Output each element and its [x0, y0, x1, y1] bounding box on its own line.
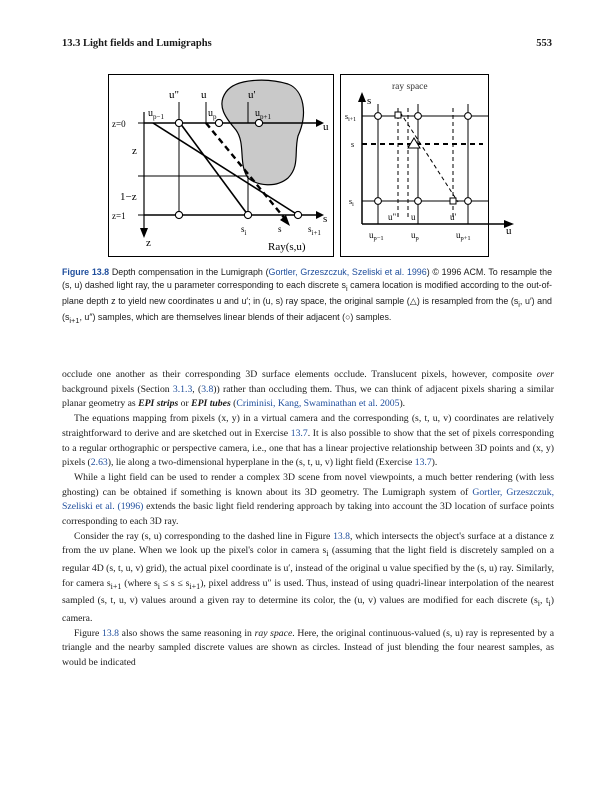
rs-label-s-i1: $s_{i+1}$ [345, 112, 357, 123]
rs-label-s-i: $s_i$ [349, 197, 354, 208]
ray-s-i [180, 123, 248, 215]
rs-sample-4 [375, 198, 382, 205]
rs-sample-6 [465, 198, 472, 205]
page-number: 553 [536, 38, 552, 49]
sample-s-i [244, 211, 251, 218]
caption-citation[interactable]: Gortler, Grzeszczuk, Szeliski et al. 1996 [268, 267, 427, 277]
label-u-p: $u_p$ [208, 108, 217, 121]
cite-criminisi[interactable]: Criminisi, Kang, Swaminathan et al. 2005 [236, 398, 400, 410]
rs-sample-3 [465, 113, 472, 120]
rs-sample-2 [415, 113, 422, 120]
paragraph-4: Consider the ray (s, u) corresponding to the dashed line in Figure 13.8, which intersects the object's surface at a distance z from the uv plane. When we look up the pixel's color in camera $s_i$ (assuming that the light field is discretely sampled on a regular 4D (s, t, u, v) grid), the actual pixel coordinate is u′, instead of the original u value specified by the (s, u) ray. Similarly, for camera $s_{i+1}$ (where $s_i \le s \le s_{i+1}$), pixel address u″ is used. Thus, instead of using quadri-linear interpolation of the nearest sampled (s, t, u, v) values around a given ray to determine its color, the (u, v) values are modified for each discrete ($s_i$, $t_i$) camera. [62, 530, 555, 625]
rs-s-axis-arrow [358, 92, 366, 102]
sample-s-i1 [294, 211, 301, 218]
label-s-i: $s_i$ [241, 224, 247, 237]
paragraph-5: Figure 13.8 also shows the same reasoning in ray space. Here, the original continuous-valued (s, u) ray is represented by a triangle and the nearby sampled discrete values are shown as circles. Instead of just blending the four nearest samples, as would be indicated [62, 627, 555, 669]
ref-exercise-13-7-b[interactable]: 13.7 [414, 457, 432, 469]
label-u-p-minus: $u_{p-1}$ [148, 108, 164, 121]
label-z-axis: z [146, 237, 151, 249]
caption-label: Figure 13.8 [62, 267, 110, 277]
sample-u-p-minus [175, 119, 182, 126]
label-ray: Ray(s,u) [268, 241, 306, 253]
ref-exercise-13-7[interactable]: 13.7 [290, 427, 308, 439]
rs-label-u: u [411, 212, 416, 222]
paragraph-3: While a light field can be used to render a complex 3D scene from novel viewpoints, a much better rendering (with less ghosting) can be obtained if something is known about its 3D geometry. The Lumigraph system of Gortler, Grzeszczuk, Szeliski et al. (1996) extends the basic light field rendering approach by taking into account the 3D location of surface points corresponding to each 3D ray. [62, 471, 554, 528]
left-panel [109, 75, 334, 257]
rs-diagonal [400, 112, 458, 202]
running-header [62, 38, 552, 54]
body-text [62, 368, 554, 671]
label-axis-s: s [323, 213, 328, 225]
ray-space-title: ray space [392, 82, 428, 92]
rs-square-bottom [450, 198, 456, 204]
label-axis-u: u [323, 121, 329, 133]
paragraph-1: occlude one another as their corresponding 3D surface elements occlude. Translucent pixels, however, composite over background pixels (Section 3.1.3, (3.8)) rather than occluding them. Thus, we can think of adjacent pixels sharing a similar planar geometry as EPI strips or EPI tubes (Criminisi, Kang, Swaminathan et al. 2005). [62, 369, 554, 410]
rs-label-u-dprime: u" [388, 212, 397, 222]
figure-caption: Figure 13.8 Depth compensation in the Lumigraph (Gortler, Grzeszczuk, Szeliski et al. 1996) © 1996 ACM. To resample the (s, u) dashed light ray, the u parameter corresponding to each discrete $s_i$ camera location is modified according to the out-of-plane depth z to yield new coordinates u and u′; in (u, s) ray space, the original sample (△) is resampled from the ($s_i$, u′) and ($s_{i+1}$, u″) samples, which are themselves linear blends of their adjacent (○) samples. [62, 267, 553, 326]
right-panel [341, 75, 515, 257]
ref-eq-2-63[interactable]: 2.63 [90, 457, 108, 469]
ref-section-3-1-3[interactable]: 3.1.3 [172, 383, 193, 395]
label-u-p-plus: $u_{p+1}$ [255, 108, 271, 121]
label-s: s [278, 224, 282, 234]
figure-13-8 [108, 74, 518, 260]
rs-label-u-p: $u_p$ [411, 230, 419, 242]
rs-label-axis-s: s [367, 95, 372, 107]
rs-label-axis-u: u [506, 225, 512, 237]
label-u-dprime: u" [169, 89, 179, 101]
ref-figure-13-8[interactable]: 13.8 [333, 530, 351, 542]
ref-figure-13-8-b[interactable]: 13.8 [102, 627, 119, 639]
ref-eq-3-8[interactable]: 3.8 [201, 383, 214, 395]
object-surface [222, 80, 304, 185]
rs-label-s: s [351, 140, 355, 149]
rs-square-top [395, 112, 401, 118]
label-z: z [132, 145, 137, 157]
section-title: 13.3 Light fields and Lumigraphs [62, 38, 212, 49]
label-z0: z=0 [112, 119, 126, 129]
figure-13-8-svg [108, 74, 518, 260]
label-u-prime: u' [248, 89, 256, 101]
rs-label-u-p-plus: $u_{p+1}$ [456, 230, 471, 242]
rs-label-u-p-minus: $u_{p-1}$ [369, 230, 384, 242]
label-z1: z=1 [112, 211, 126, 221]
rs-sample-5 [415, 198, 422, 205]
sample-s-left [175, 211, 182, 218]
rs-label-u-prime: u' [450, 212, 457, 222]
label-s-i1: $s_{i+1}$ [308, 224, 321, 237]
label-u: u [201, 89, 207, 101]
rs-sample-1 [375, 113, 382, 120]
cite-gortler[interactable]: Gortler, Grzeszczuk, Szeliski et al. (1996) [62, 486, 554, 513]
label-1-minus-z: 1−z [120, 191, 137, 203]
paragraph-2: The equations mapping from pixels (x, y) in a virtual camera and the corresponding (s, t, u, v) coordinates are relatively straightforward to derive and are sketched out in Exercise 13.7. It is also possible to show that the set of pixels corresponding to a regular orthographic or perspective camera, i.e., one that has a linear projective relationship between 3D points and (x, y) pixels (2.63), lie along a two-dimensional hyperplane in the (s, t, u, v) light field (Exercise 13.7). [62, 413, 554, 469]
